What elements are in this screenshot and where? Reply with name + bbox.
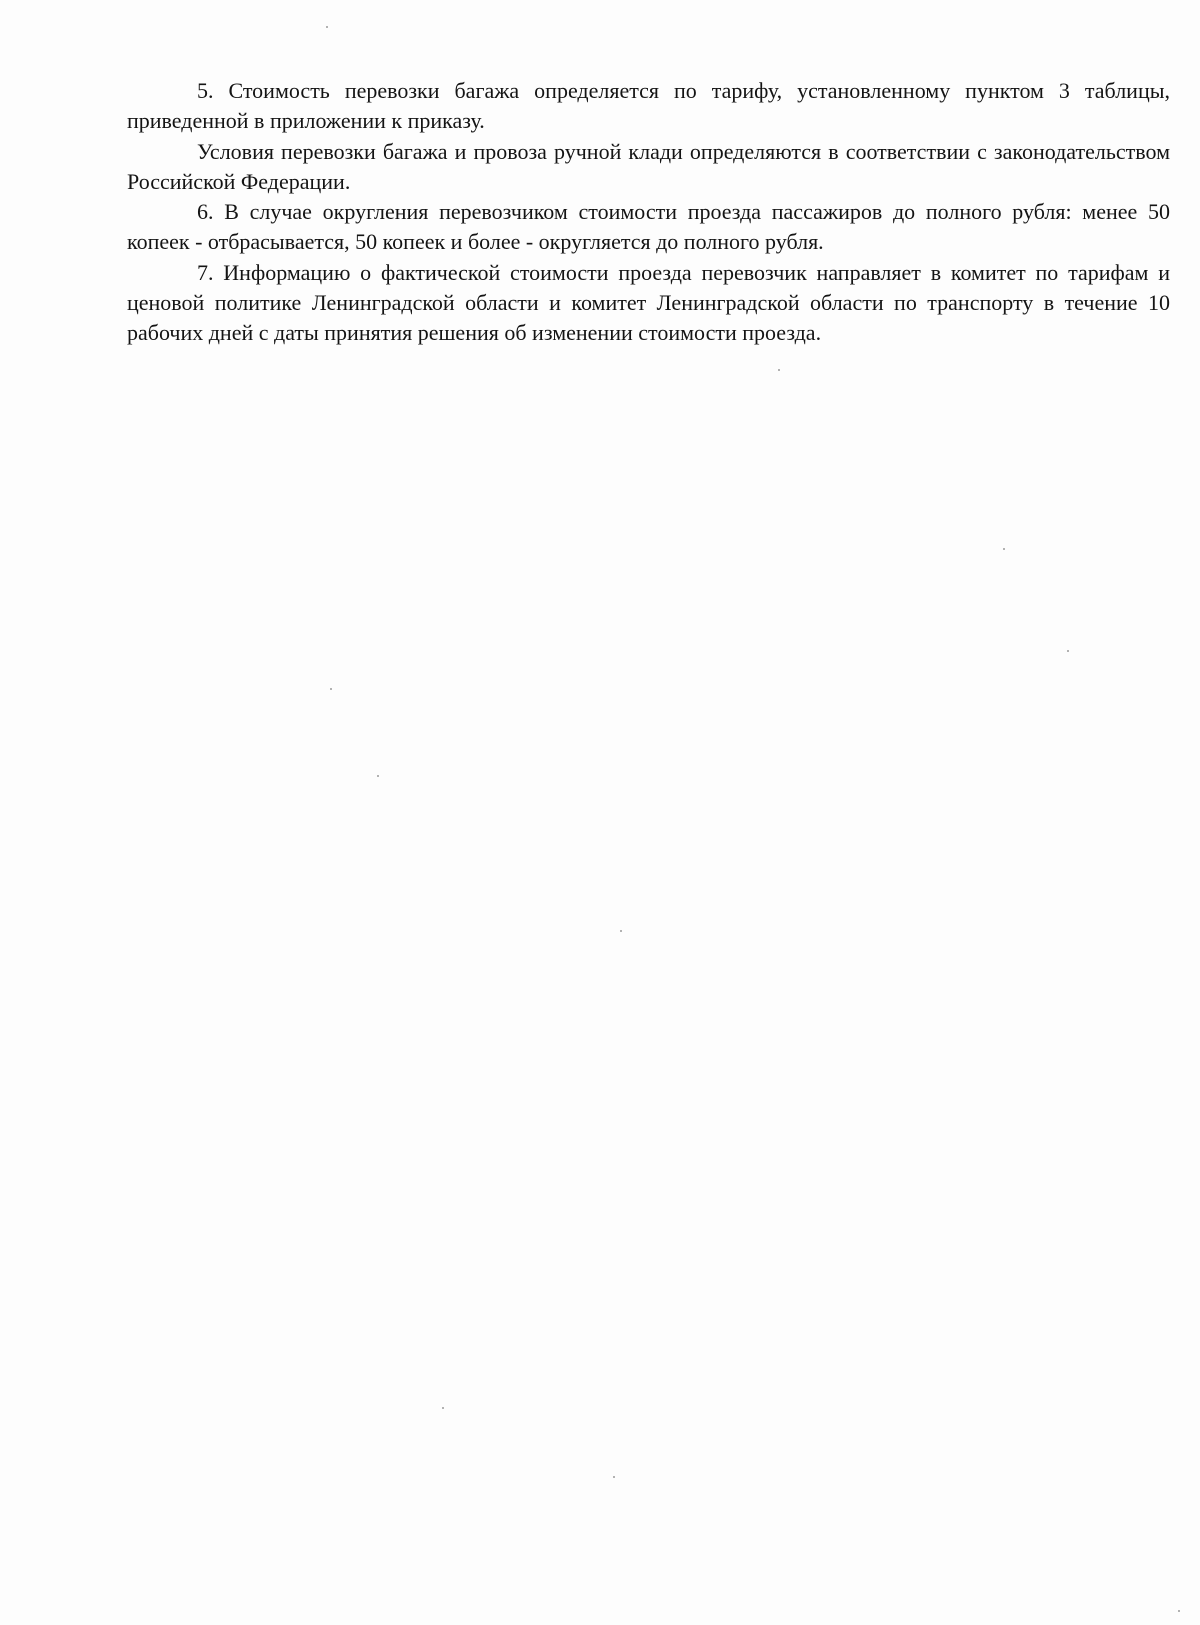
document-body [127, 76, 1170, 349]
scan-speck [1003, 548, 1005, 550]
paragraph-7-cost-information: 7. Информацию о фактической стоимости проезда перевозчик направляет в комитет по тарифам и ценовой политике Ленинградской области и комитет Ленинградской области по транспорту в течение 10 рабочих дней с даты принятия решения об изменении стоимости проезда. [127, 259, 1170, 346]
scan-speck [620, 930, 622, 932]
scan-speck [377, 775, 379, 777]
scan-speck [442, 1407, 444, 1409]
paragraph-6-rounding: 6. В случае округления перевозчиком стоимости проезда пассажиров до полного рубля: менее 50 копеек - отбрасывается, 50 копеек и более - округляется до полного рубля. [127, 199, 1170, 255]
scan-speck [778, 369, 780, 371]
paragraph-baggage-conditions: Условия перевозки багажа и провоза ручной клади определяются в соответствии с законодательством Российской Федерации. [127, 138, 1170, 194]
paragraph-5-baggage-cost: 5. Стоимость перевозки багажа определяется по тарифу, установленному пунктом 3 таблицы, приведенной в приложении к приказу. [127, 78, 1170, 134]
scan-speck [1178, 1610, 1180, 1612]
scan-speck [326, 26, 328, 28]
scan-speck [1067, 650, 1069, 652]
scan-speck [330, 688, 332, 690]
scan-speck [613, 1476, 615, 1478]
